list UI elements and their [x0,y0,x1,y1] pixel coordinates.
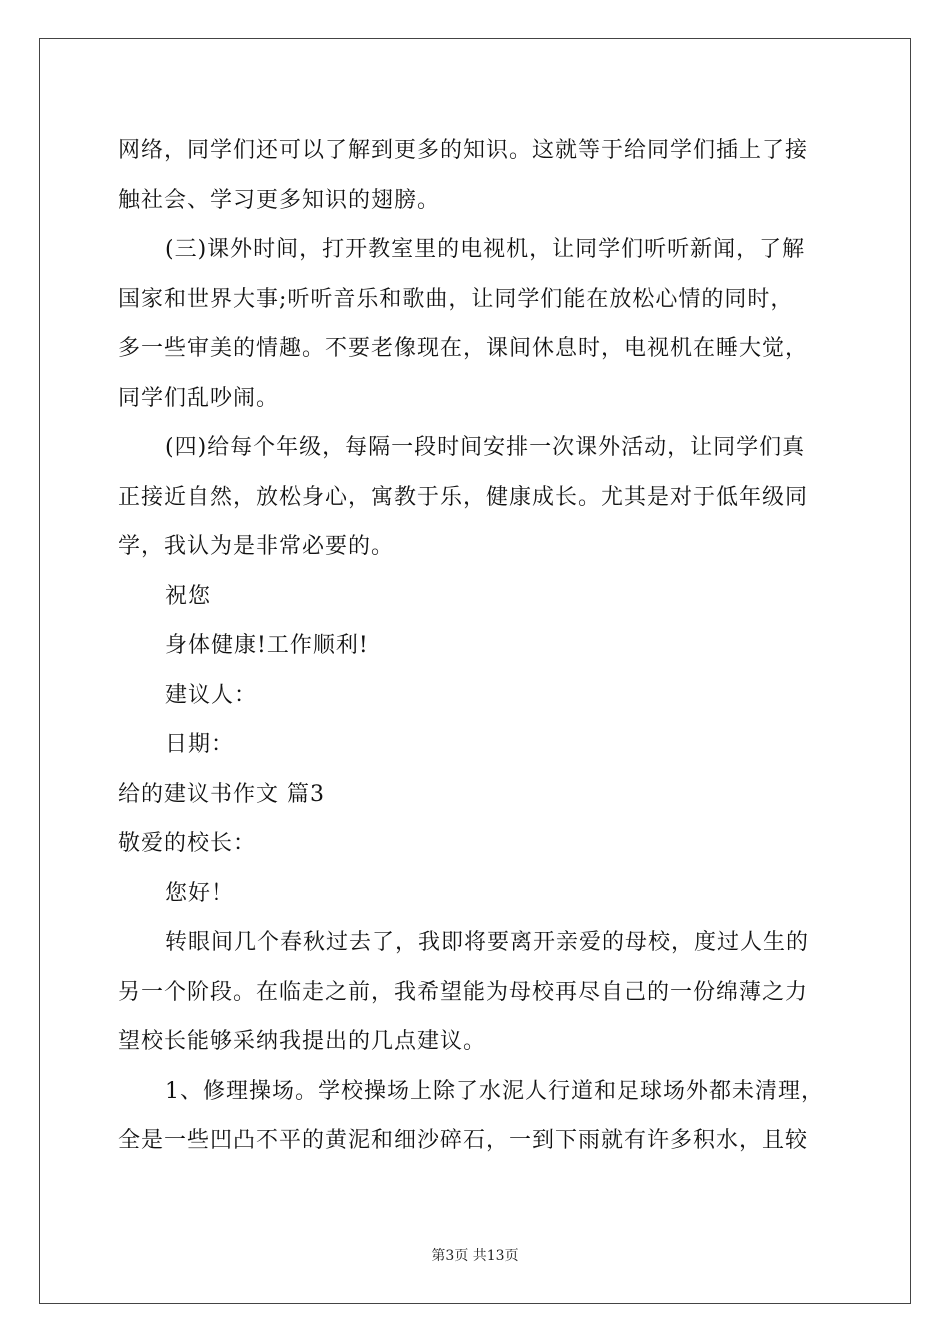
greeting-line: 祝您 [165,583,212,609]
text-line: 同学们乱吵闹。 [118,385,280,411]
text-line: (三)课外时间，打开教室里的电视机，让同学们听听新闻，了解 [165,237,806,262]
text-line: 望校长能够采纳我提出的几点建议。 [118,1029,487,1054]
proposer-line: 建议人： [165,682,258,708]
text-line: 国家和世界大事;听听音乐和歌曲，让同学们能在放松心情的同时， [118,286,794,312]
hello-line: 您好！ [165,880,235,906]
text-line: 多一些审美的情趣。不要老像现在，课间休息时，电视机在睡大觉， [118,336,809,361]
text-line: 转眼间几个春秋过去了，我即将要离开亲爱的母校，度过人生的 [165,930,810,955]
text-line: 学，我认为是非常必要的。 [118,534,395,559]
page-footer: 第3页 共13页 [431,1248,519,1264]
text-line: 另一个阶段。在临走之前，我希望能为母校再尽自己的一份绵薄之力 [118,979,809,1005]
date-line: 日期： [165,732,235,757]
text-line: 1、修理操场。学校操场上除了水泥人行道和足球场外都未清理， [165,1078,824,1104]
text-line: (四)给每个年级，每隔一段时间安排一次课外活动，让同学们真 [165,435,806,460]
text-line: 网络，同学们还可以了解到更多的知识。这就等于给同学们插上了接 [118,138,809,163]
text-line: 触社会、学习更多知识的翅膀。 [118,187,441,213]
wish-line: 身体健康!工作顺利! [165,633,369,658]
text-line: 正接近自然，放松身心，寓教于乐，健康成长。尤其是对于低年级同 [118,484,809,510]
salutation-line: 敬爱的校长： [118,831,257,856]
text-line: 全是一些凹凸不平的黄泥和细沙碎石，一到下雨就有许多积水，且较 [118,1128,809,1153]
document-body [118,126,838,1166]
section-title: 给的建议书作文 篇3 [118,781,325,807]
